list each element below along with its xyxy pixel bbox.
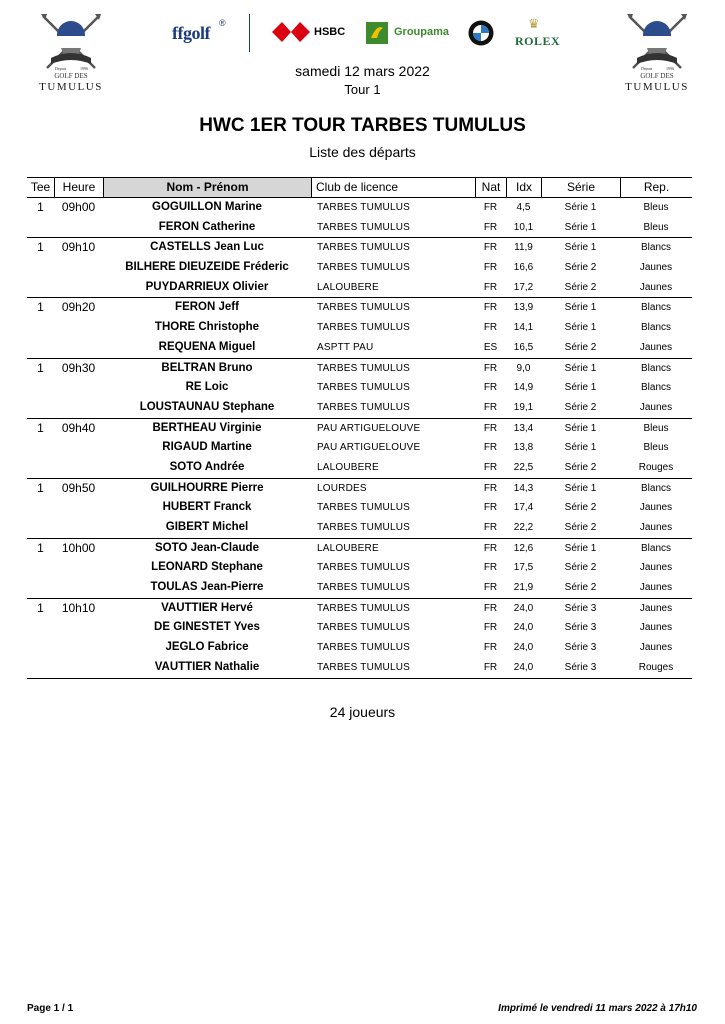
idx-cell: 10,1: [513, 221, 534, 233]
rolex-wordmark: ROLEX: [515, 34, 561, 48]
rolex-logo: [508, 16, 568, 52]
rep-cell: Jaunes: [639, 562, 673, 574]
nat-cell: FR: [483, 602, 498, 614]
idx-cell: 24,0: [513, 622, 534, 634]
svg-text:Depuis: Depuis: [641, 66, 653, 71]
page-subtitle: Liste des départs: [309, 144, 416, 160]
club-cell: PAU ARTIGUELOUVE: [317, 442, 421, 454]
table-row: [27, 278, 692, 298]
tee-time-group: [27, 539, 692, 599]
idx-cell: 14,9: [513, 382, 534, 394]
tee-time-group: [27, 479, 692, 539]
player-name-cell: SOTO Jean-Claude: [155, 541, 259, 554]
ffgolf-logo: ffgolf: [172, 23, 210, 43]
player-name-cell: LEONARD Stephane: [151, 561, 263, 574]
rep-cell: Bleus: [643, 422, 669, 434]
player-name-cell: PUYDARRIEUX Olivier: [145, 280, 269, 293]
nat-cell: FR: [483, 202, 498, 213]
nat-cell: FR: [483, 281, 498, 293]
club-cell: LALOUBERE: [317, 281, 379, 293]
idx-cell: 21,9: [513, 582, 534, 594]
idx-cell: 22,2: [513, 522, 534, 533]
player-name-cell: BERTHEAU Virginie: [152, 421, 262, 434]
table-row: [27, 238, 692, 258]
serie-cell: Série 1: [564, 422, 597, 434]
club-name-top: GOLF DES: [640, 72, 674, 80]
player-name-cell: JEGLO Fabrice: [165, 641, 249, 654]
time-cell: 10h10: [61, 600, 96, 615]
idx-cell: 22,5: [513, 461, 534, 473]
tee-time-group: [27, 198, 692, 238]
table-row: [27, 258, 692, 278]
serie-cell: Série 2: [564, 582, 597, 594]
idx-cell: 19,1: [513, 401, 534, 413]
player-name-cell: GIBERT Michel: [165, 521, 249, 533]
club-cell: TARBES TUMULUS: [317, 322, 411, 334]
header-nat: Nat: [475, 178, 506, 197]
club-cell: LALOUBERE: [317, 461, 379, 473]
serie-cell: Série 2: [564, 522, 597, 533]
club-name-top: GOLF DES: [54, 72, 88, 80]
player-name-cell: THORE Christophe: [154, 321, 260, 334]
rep-cell: Bleus: [643, 442, 669, 454]
serie-cell: Série 2: [564, 281, 597, 293]
serie-cell: Série 2: [564, 461, 597, 473]
tee-cell: 1: [37, 240, 44, 255]
idx-cell: 11,9: [514, 242, 533, 254]
header-club: Club de licence: [311, 178, 475, 197]
sponsor-separator: [249, 14, 250, 52]
table-row: [27, 398, 692, 418]
table-row: [27, 338, 692, 358]
club-cell: TARBES TUMULUS: [317, 502, 411, 514]
serie-cell: Série 2: [564, 401, 597, 413]
table-row: [27, 558, 692, 578]
club-cell: TARBES TUMULUS: [317, 582, 411, 594]
idx-cell: 9,0: [516, 362, 531, 374]
nat-cell: FR: [483, 242, 498, 254]
nat-cell: FR: [483, 582, 498, 594]
idx-cell: 24,0: [513, 642, 534, 654]
tee-time-group: [27, 298, 692, 358]
tee-cell: 1: [37, 200, 44, 214]
player-name-cell: GOGUILLON Marine: [152, 201, 262, 213]
crown-icon: ♛: [528, 16, 540, 31]
printed-timestamp: Imprimé le vendredi 11 mars 2022 à 17h10: [498, 1003, 697, 1014]
player-name-cell: CASTELLS Jean Luc: [150, 241, 264, 254]
club-name: TUMULUS: [39, 81, 103, 93]
rep-cell: Bleus: [643, 202, 669, 213]
player-name-cell: DE GINESTET Yves: [154, 621, 260, 634]
club-cell: TARBES TUMULUS: [317, 202, 411, 213]
serie-cell: Série 3: [564, 661, 597, 673]
club-cell: TARBES TUMULUS: [317, 401, 411, 413]
club-cell: TARBES TUMULUS: [317, 242, 411, 254]
tee-cell: 1: [37, 360, 44, 375]
time-cell: 09h50: [61, 480, 96, 495]
groupama-leaf-icon: [366, 22, 388, 44]
club-cell: TARBES TUMULUS: [317, 522, 411, 533]
player-name-cell: BELTRAN Bruno: [161, 361, 253, 374]
player-name-cell: TOULAS Jean-Pierre: [150, 581, 264, 594]
nat-cell: FR: [483, 642, 498, 654]
header-tee: Tee: [30, 180, 51, 194]
idx-cell: 24,0: [513, 661, 534, 673]
rep-cell: Jaunes: [639, 622, 673, 634]
rep-cell: Rouges: [638, 661, 674, 673]
tee-time-group: [27, 359, 692, 419]
club-cell: TARBES TUMULUS: [317, 642, 411, 654]
serie-cell: Série 3: [564, 642, 597, 654]
idx-cell: 13,4: [513, 422, 534, 434]
club-name: TUMULUS: [625, 81, 689, 93]
player-name-cell: BILHERE DIEUZEIDE Fréderic: [125, 261, 289, 274]
start-list-table: [27, 177, 692, 679]
page-number: Page 1 / 1: [27, 1003, 74, 1014]
svg-text:1996: 1996: [666, 66, 674, 71]
player-name-cell: RE Loic: [185, 381, 229, 394]
tee-cell: 1: [37, 600, 44, 615]
nat-cell: FR: [483, 442, 498, 454]
table-row: [27, 458, 692, 478]
table-body: [27, 198, 692, 679]
idx-cell: 16,5: [513, 341, 534, 353]
nat-cell: FR: [483, 262, 498, 274]
player-name-cell: FERON Catherine: [158, 220, 256, 233]
idx-cell: 16,6: [513, 262, 534, 274]
rep-cell: Blancs: [640, 542, 671, 554]
club-logo-left: [33, 14, 109, 92]
nat-cell: FR: [483, 461, 498, 473]
nat-cell: FR: [483, 542, 498, 554]
serie-cell: Série 1: [564, 442, 597, 454]
club-cell: TARBES TUMULUS: [317, 661, 411, 673]
club-cell: TARBES TUMULUS: [317, 221, 411, 233]
rep-cell: Blancs: [640, 482, 671, 494]
rep-cell: Jaunes: [639, 522, 673, 533]
club-cell: TARBES TUMULUS: [317, 262, 411, 274]
ffgolf-mark-icon: ®: [219, 18, 226, 28]
tee-cell: 1: [37, 300, 44, 315]
serie-cell: Série 1: [564, 202, 597, 213]
table-row: [27, 298, 692, 318]
idx-cell: 14,1: [513, 322, 534, 334]
hsbc-hexagon-icon: [272, 22, 310, 42]
header-name: Nom - Prénom: [103, 178, 311, 197]
table-row: [27, 438, 692, 458]
svg-text:1996: 1996: [80, 66, 88, 71]
rep-cell: Jaunes: [639, 341, 673, 353]
club-cell: TARBES TUMULUS: [317, 302, 411, 314]
player-name-cell: LOUSTAUNAU Stephane: [139, 400, 275, 413]
player-name-cell: GUILHOURRE Pierre: [150, 481, 264, 494]
idx-cell: 17,5: [513, 562, 534, 574]
table-row: [27, 638, 692, 658]
serie-cell: Série 1: [564, 382, 597, 394]
serie-cell: Série 3: [564, 622, 597, 634]
rep-cell: Blancs: [640, 322, 671, 334]
svg-text:Depuis: Depuis: [55, 66, 67, 71]
player-name-cell: HUBERT Franck: [162, 501, 252, 514]
serie-cell: Série 1: [564, 482, 597, 494]
nat-cell: FR: [483, 502, 498, 514]
groupama-logo: Groupama: [394, 26, 450, 38]
nat-cell: FR: [483, 661, 498, 673]
club-cell: PAU ARTIGUELOUVE: [317, 422, 421, 434]
round-label: Tour 1: [344, 82, 381, 97]
rep-cell: Jaunes: [639, 602, 673, 614]
nat-cell: FR: [483, 322, 498, 334]
idx-cell: 4,5: [516, 202, 531, 213]
time-cell: 09h00: [61, 200, 96, 214]
nat-cell: FR: [483, 362, 498, 374]
serie-cell: Série 1: [564, 362, 597, 374]
nat-cell: ES: [483, 341, 498, 353]
time-cell: 09h30: [61, 360, 96, 375]
time-cell: 10h00: [61, 540, 96, 555]
rep-cell: Bleus: [643, 221, 669, 233]
club-cell: TARBES TUMULUS: [317, 602, 411, 614]
time-cell: 09h40: [61, 420, 96, 435]
rep-cell: Blancs: [640, 382, 671, 394]
tee-time-group: [27, 599, 692, 679]
player-name-cell: RIGAUD Martine: [162, 441, 252, 454]
serie-cell: Série 3: [564, 602, 597, 614]
table-row: [27, 539, 692, 559]
header-serie: Série: [541, 178, 620, 197]
header-rep: Rep.: [620, 178, 692, 197]
club-cell: ASPTT PAU: [317, 341, 374, 353]
player-name-cell: FERON Jeff: [175, 301, 239, 314]
header-time: Heure: [54, 178, 103, 197]
nat-cell: FR: [483, 482, 498, 494]
player-name-cell: REQUENA Miguel: [158, 340, 256, 353]
nat-cell: FR: [483, 562, 498, 574]
tee-time-group: [27, 419, 692, 479]
rep-cell: Jaunes: [639, 582, 673, 594]
rep-cell: Blancs: [640, 302, 671, 314]
page-title: HWC 1ER TOUR TARBES TUMULUS: [199, 115, 526, 136]
player-name-cell: VAUTTIER Nathalie: [154, 660, 260, 673]
nat-cell: FR: [483, 522, 498, 533]
idx-cell: 14,3: [513, 482, 534, 494]
tee-cell: 1: [37, 420, 44, 435]
serie-cell: Série 2: [564, 262, 597, 274]
table-row: [27, 518, 692, 538]
rep-cell: Jaunes: [639, 281, 673, 293]
table-row: [27, 378, 692, 398]
club-cell: TARBES TUMULUS: [317, 562, 411, 574]
idx-cell: 12,6: [513, 542, 534, 554]
tee-cell: 1: [37, 480, 44, 495]
idx-cell: 17,4: [513, 502, 534, 514]
table-row: [27, 658, 692, 678]
nat-cell: FR: [483, 401, 498, 413]
table-row: [27, 498, 692, 518]
table-row: [27, 578, 692, 598]
idx-cell: 24,0: [513, 602, 534, 614]
table-row: [27, 479, 692, 499]
club-cell: TARBES TUMULUS: [317, 362, 411, 374]
club-logo-right: [619, 14, 695, 92]
rep-cell: Jaunes: [639, 642, 673, 654]
nat-cell: FR: [483, 622, 498, 634]
sponsor-banner: [152, 10, 582, 56]
time-cell: 09h20: [61, 300, 96, 315]
nat-cell: FR: [483, 221, 498, 233]
idx-cell: 17,2: [513, 281, 534, 293]
rep-cell: Blancs: [640, 362, 671, 374]
table-row: [27, 419, 692, 439]
club-cell: LOURDES: [317, 482, 367, 494]
rep-cell: Jaunes: [639, 262, 673, 274]
player-name-cell: VAUTTIER Hervé: [161, 601, 253, 614]
nat-cell: FR: [483, 422, 498, 434]
idx-cell: 13,8: [513, 442, 534, 454]
header-idx: Idx: [506, 178, 541, 197]
club-cell: TARBES TUMULUS: [317, 622, 411, 634]
nat-cell: FR: [483, 302, 498, 314]
serie-cell: Série 1: [564, 302, 597, 314]
tee-cell: 1: [37, 540, 44, 555]
serie-cell: Série 2: [564, 562, 597, 574]
tee-time-group: [27, 238, 692, 298]
table-header: [27, 177, 692, 198]
serie-cell: Série 1: [564, 542, 597, 554]
rep-cell: Rouges: [638, 461, 674, 473]
table-row: [27, 198, 692, 218]
player-count: 24 joueurs: [329, 704, 396, 720]
rep-cell: Jaunes: [639, 502, 673, 514]
rep-cell: Jaunes: [639, 401, 673, 413]
serie-cell: Série 2: [564, 341, 597, 353]
serie-cell: Série 2: [564, 502, 597, 514]
table-row: [27, 218, 692, 238]
serie-cell: Série 1: [564, 242, 597, 254]
club-cell: TARBES TUMULUS: [317, 382, 411, 394]
bmw-roundel-icon: [468, 20, 494, 46]
time-cell: 09h10: [61, 240, 96, 255]
event-date: samedi 12 mars 2022: [295, 63, 430, 79]
serie-cell: Série 1: [564, 221, 597, 233]
table-row: [27, 318, 692, 338]
table-row: [27, 359, 692, 379]
idx-cell: 13,9: [513, 302, 534, 314]
hsbc-logo: HSBC: [314, 26, 346, 38]
club-cell: LALOUBERE: [317, 542, 379, 554]
rep-cell: Blancs: [640, 242, 671, 254]
table-row: [27, 618, 692, 638]
serie-cell: Série 1: [564, 322, 597, 334]
player-name-cell: SOTO Andrée: [169, 460, 245, 473]
nat-cell: FR: [483, 382, 498, 394]
table-row: [27, 599, 692, 619]
